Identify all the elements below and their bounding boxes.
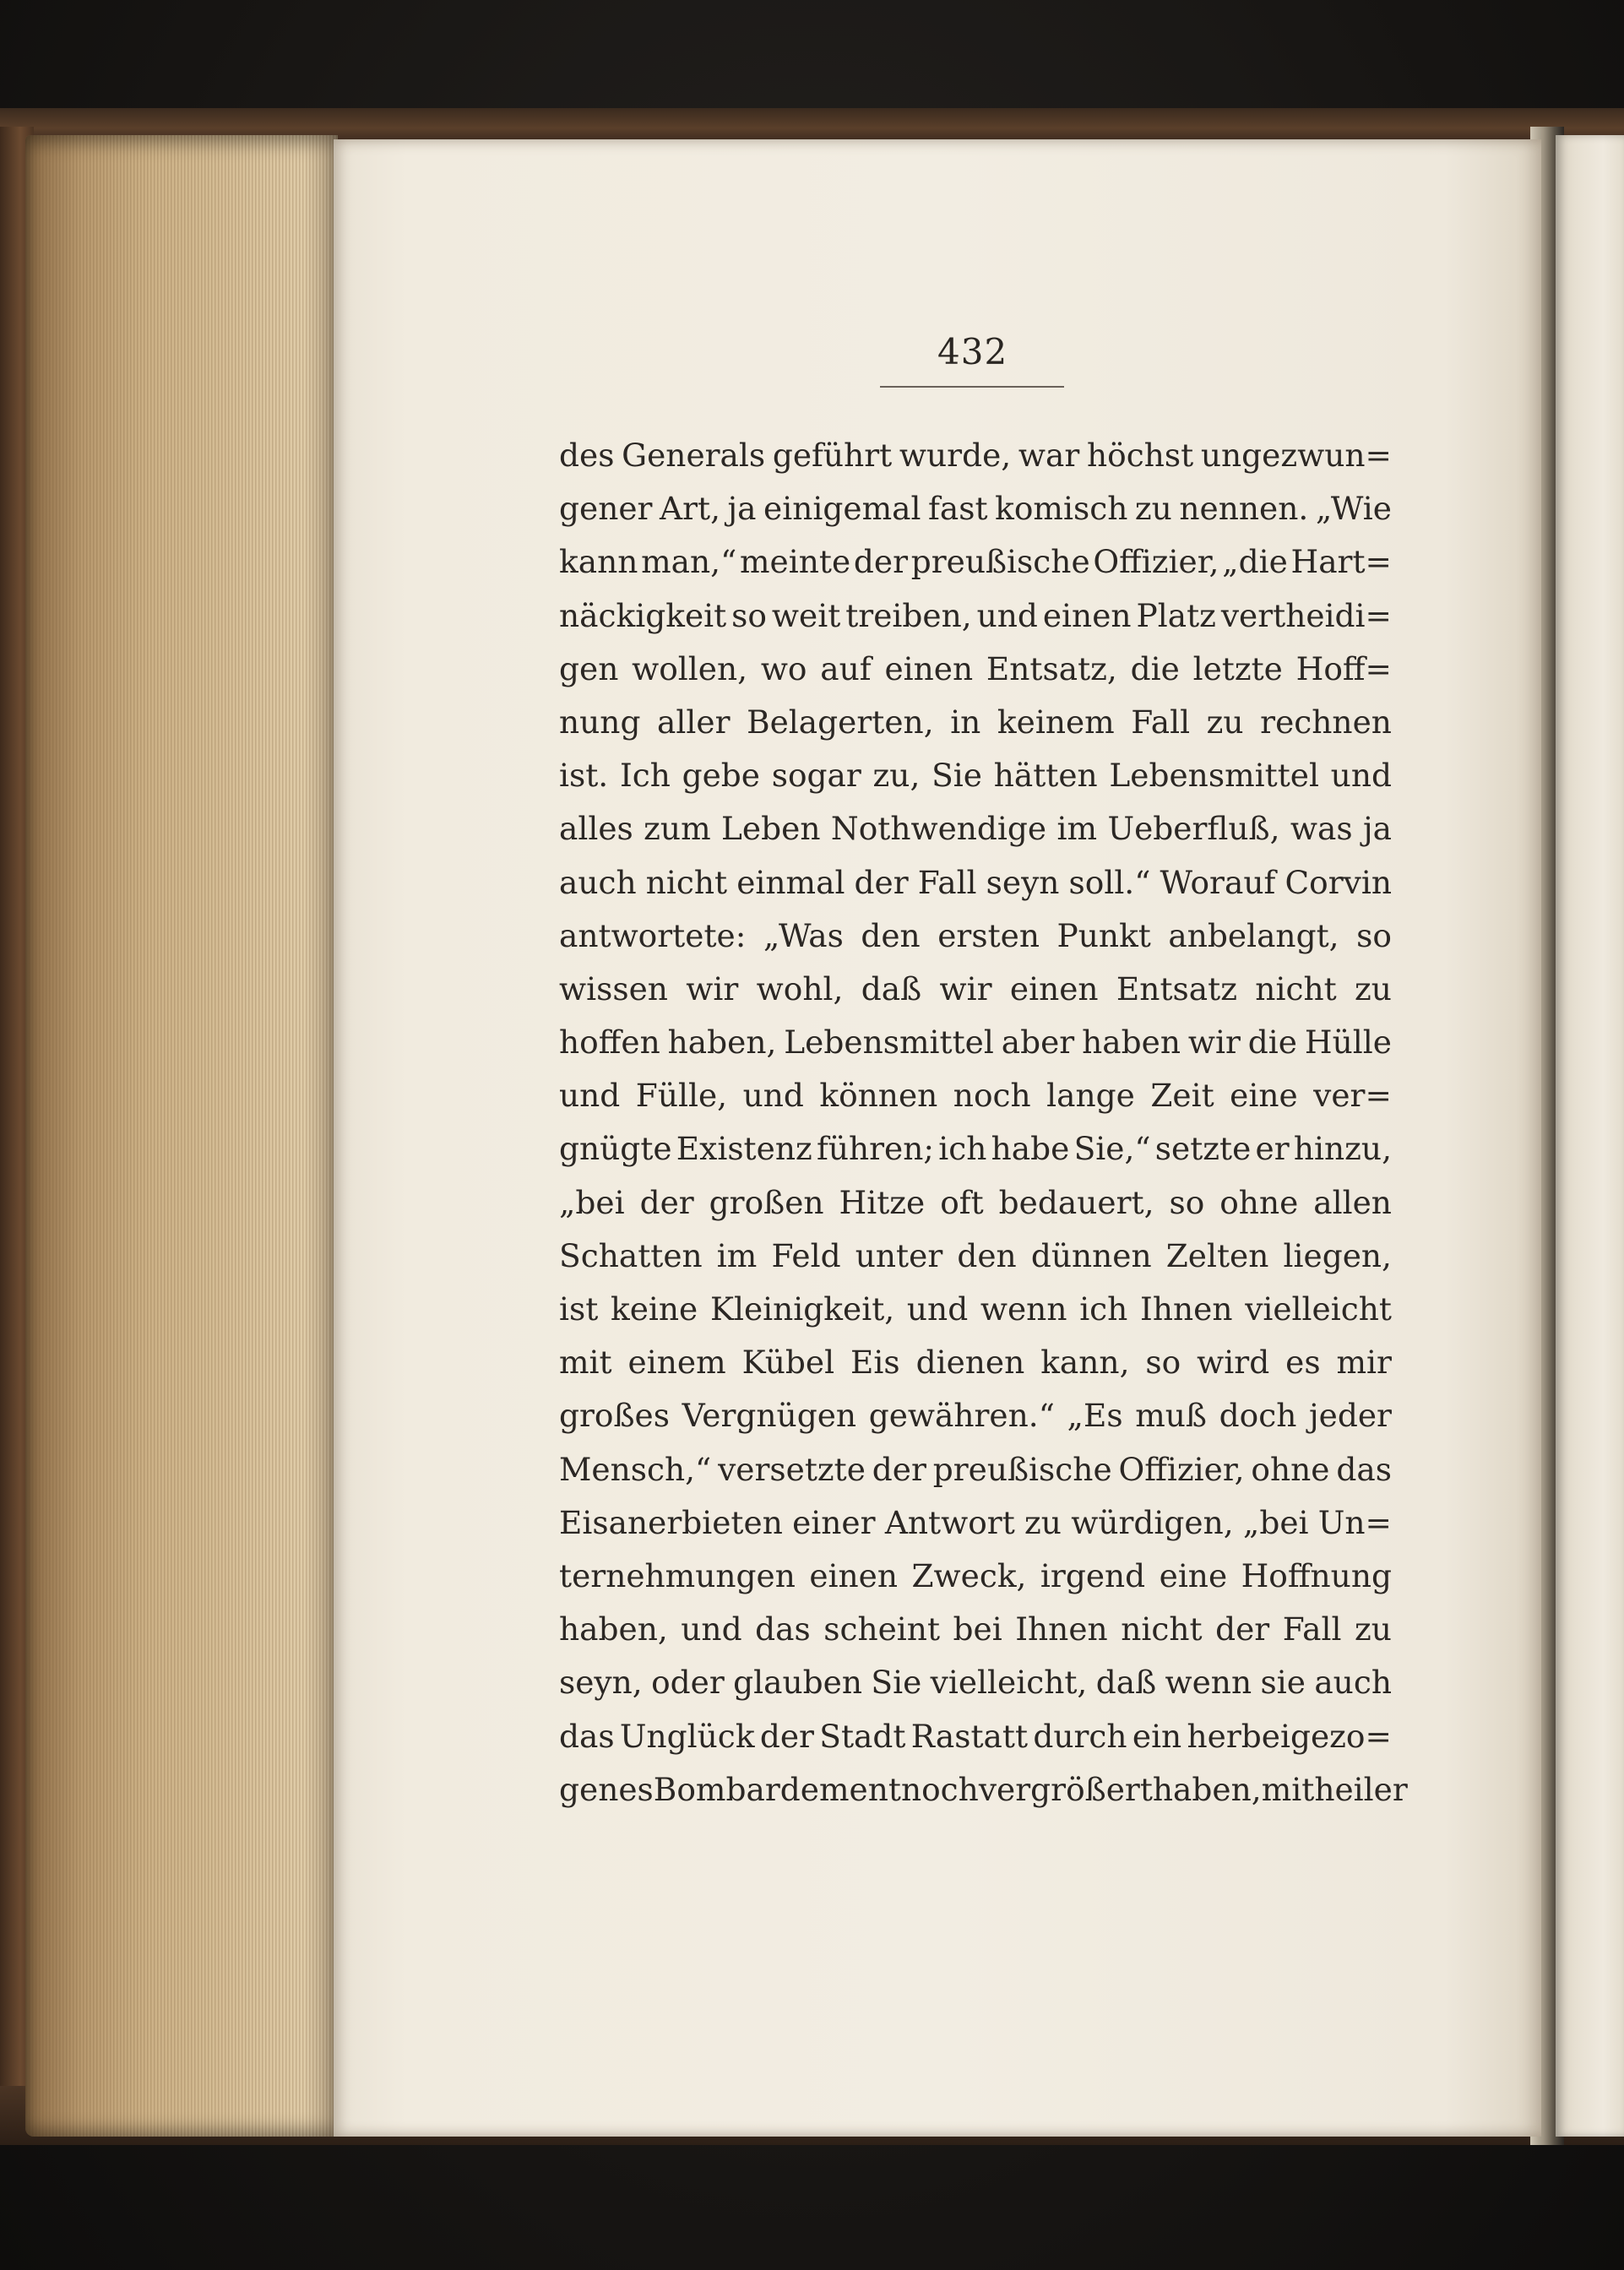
header-rule	[880, 386, 1064, 388]
text-line: gnügte Existenz führen; ich habe Sie,“ setzte er hinzu,	[559, 1130, 1392, 1168]
text-line: alles zum Leben Nothwendige im Ueberfluß, was ja	[559, 810, 1392, 848]
text-line: hoffen haben, Lebensmittel aber haben wir die Hülle	[559, 1024, 1392, 1062]
text-line: näckigkeit so weit treiben, und einen Platz vertheidi=	[559, 596, 1392, 634]
text-line: des Generals geführt wurde, war höchst ungezwun=	[559, 437, 1392, 474]
text-line: Mensch,“ versetzte der preußische Offizier, ohne das	[559, 1450, 1392, 1488]
text-line: mit einem Kübel Eis dienen kann, so wird es mir	[559, 1344, 1392, 1382]
text-line: großes Vergnügen gewähren.“ „Es muß doch jeder	[559, 1397, 1392, 1435]
text-line: ist keine Kleinigkeit, und wenn ich Ihnen vielleicht	[559, 1290, 1392, 1328]
text-line: haben, und das scheint bei Ihnen nicht der Fall zu	[559, 1610, 1392, 1648]
text-line: und Fülle, und können noch lange Zeit eine ver=	[559, 1077, 1392, 1115]
text-line: genes Bombardement noch vergrößert haben, mit heiler	[559, 1770, 1408, 1808]
text-line: gen wollen, wo auf einen Entsatz, die letzte Hoff=	[559, 649, 1392, 687]
text-line: auch nicht einmal der Fall seyn soll.“ Worauf Corvin	[559, 863, 1392, 901]
facing-page-edge	[1556, 135, 1624, 2137]
page-stack-fore-edge	[25, 135, 338, 2137]
text-line: gener Art, ja einigemal fast komisch zu nennen. „Wie	[559, 490, 1392, 528]
text-line: antwortete: „Was den ersten Punkt anbelangt, so	[559, 916, 1392, 954]
page-body-text	[559, 429, 1408, 1817]
text-line: kann man,“ meinte der preußische Offizier, „die Hart=	[559, 543, 1392, 581]
text-line: das Unglück der Stadt Rastatt durch ein herbeigezo=	[559, 1717, 1392, 1755]
text-line: wissen wir wohl, daß wir einen Entsatz nicht zu	[559, 969, 1392, 1007]
page-number: 432	[937, 331, 1008, 372]
text-line: Schatten im Feld unter den dünnen Zelten liegen,	[559, 1236, 1392, 1274]
text-line: seyn, oder glauben Sie vielleicht, daß wenn sie auch	[559, 1664, 1392, 1702]
text-line: ternehmungen einen Zweck, irgend eine Hoffnung	[559, 1556, 1392, 1594]
text-line: ist. Ich gebe sogar zu, Sie hätten Lebensmittel und	[559, 757, 1392, 795]
text-line: „bei der großen Hitze oft bedauert, so ohne allen	[559, 1183, 1392, 1221]
text-line: nung aller Belagerten, in keinem Fall zu rechnen	[559, 703, 1392, 741]
text-line: Eisanerbieten einer Antwort zu würdigen, „bei Un=	[559, 1503, 1392, 1541]
